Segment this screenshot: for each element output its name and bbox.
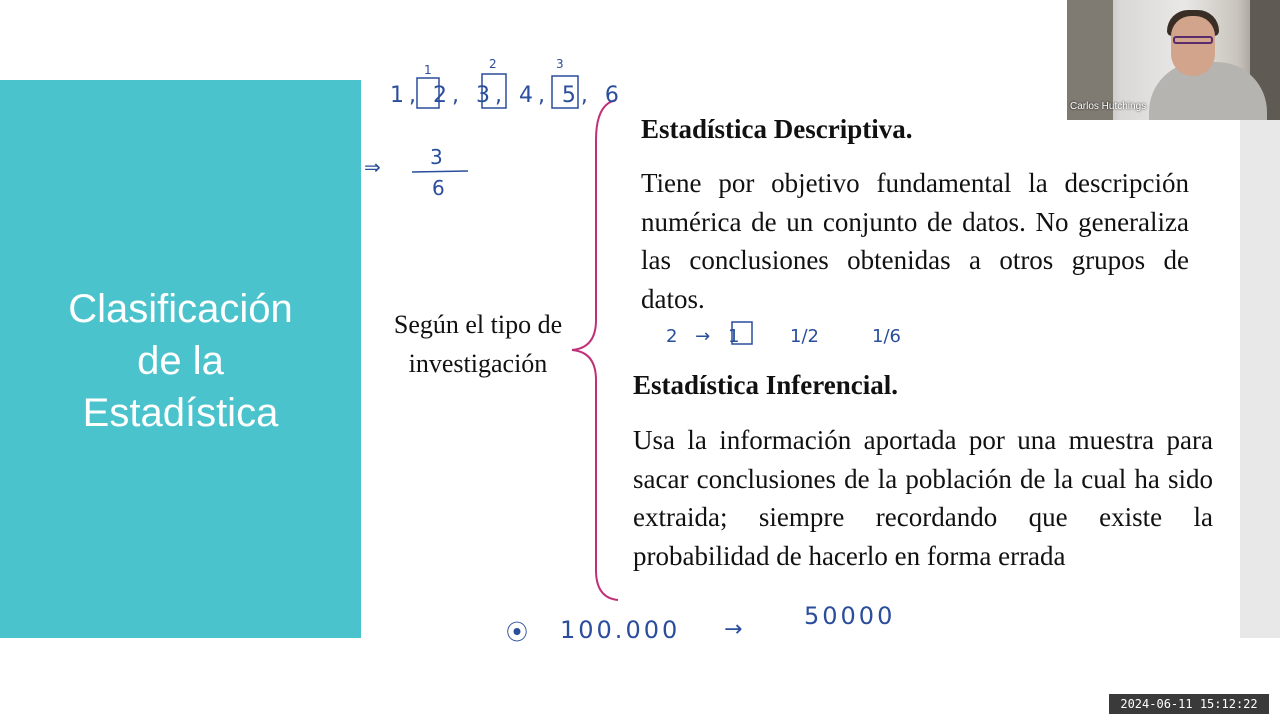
fraction-numerator: 3 [430, 145, 443, 169]
participant-name: Carlos Hutchings [1070, 101, 1147, 112]
handwritten-sixth: 1/6 [872, 326, 901, 347]
descriptive-body: Tiene por objetivo fundamental la descripción numérica de un conjunto de datos. No generaliza las conclusiones obtenidas a otros grupos de datos. [641, 168, 1189, 314]
handwritten-sample: 50000 [804, 602, 896, 630]
right-gutter [1240, 120, 1280, 638]
inferential-heading: Estadística Inferencial. [633, 370, 898, 400]
bullet-mark: ⦿ [506, 621, 529, 646]
arrow-right-mark: → [724, 617, 743, 642]
inferential-body: Usa la información aportada por una muestra para sacar conclusiones de la población de la cual ha sido extraida; siempre recordando que existe la probabilidad de hacerlo en forma errada [633, 425, 1213, 571]
recording-timestamp: 2024-06-11 15:12:22 [1109, 694, 1269, 714]
descriptive-heading: Estadística Descriptiva. [641, 114, 913, 144]
classification-criterion: Según el tipo de investigación [393, 310, 563, 378]
handwritten-sequence: 1, 2, 3, 4, 5, 6 [390, 83, 624, 108]
fraction-denominator: 6 [432, 176, 445, 200]
slide-title: Clasificación de la Estadística [68, 287, 293, 435]
implies-arrow: ⇒ [364, 155, 381, 179]
handwritten-population: 100.000 [560, 616, 681, 644]
participant-glasses [1173, 36, 1213, 44]
position-mark-1: 1 [424, 63, 432, 77]
handwritten-mid-note: 2 → 1 [666, 326, 746, 347]
participant-face [1171, 16, 1215, 76]
handwritten-half: 1/2 [790, 326, 819, 347]
position-mark-3: 3 [556, 57, 564, 71]
position-mark-2: 2 [489, 57, 497, 71]
